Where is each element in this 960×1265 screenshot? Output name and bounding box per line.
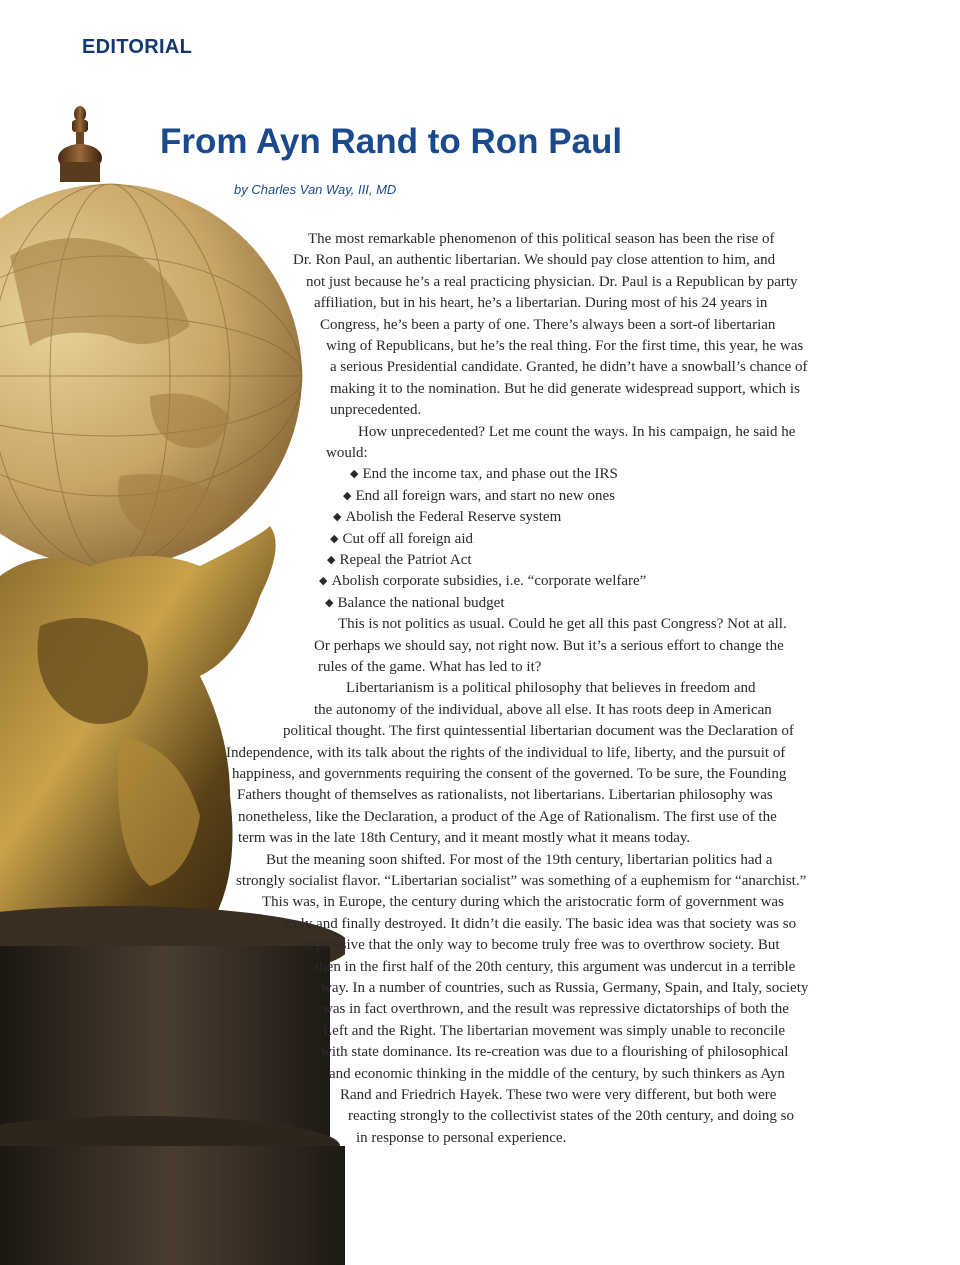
list-item-text: End all foreign wars, and start no new ones	[355, 487, 615, 504]
body-line: would:	[326, 445, 368, 461]
list-item-text: Cut off all foreign aid	[342, 530, 473, 547]
list-item-text: Abolish corporate subsidies, i.e. “corporate welfare”	[331, 573, 647, 590]
diamond-bullet-icon: ◆	[350, 468, 359, 481]
body-line: Independence, with its talk about the rights of the individual to life, liberty, and the pursuit of	[226, 744, 786, 761]
body-line: truly and finally destroyed. It didn’t die easily. The basic idea was that society was so	[284, 915, 797, 932]
body-line: Dr. Ron Paul, an authentic libertarian. We should pay close attention to him, and	[293, 252, 776, 269]
list-item-text: Repeal the Patriot Act	[339, 552, 472, 568]
body-line: This is not politics as usual. Could he get all this past Congress? Not at all.	[338, 616, 787, 633]
list-item	[350, 464, 618, 486]
diamond-bullet-icon: ◆	[330, 532, 339, 545]
list-item	[325, 593, 505, 615]
diamond-bullet-icon: ◆	[343, 489, 352, 502]
body-line: term was in the late 18th Century, and it meant mostly what it means today.	[238, 830, 691, 847]
body-line: Libertarianism is a political philosophy that believes in freedom and	[346, 680, 756, 697]
body-line: and economic thinking in the middle of the century, by such thinkers as Ayn	[329, 1065, 785, 1082]
list-item	[333, 507, 561, 529]
body-line: Rand and Friedrich Hayek. These two were very different, but both were	[340, 1087, 777, 1103]
body-line: repressive that the only way to become truly free was to overthrow society. But	[304, 937, 780, 954]
body-line: unprecedented.	[330, 402, 422, 419]
section-label: EDITORIAL	[82, 36, 193, 58]
list-item-text: Abolish the Federal Reserve system	[345, 509, 562, 526]
list-item	[330, 529, 473, 551]
body-line: way. In a number of countries, such as Russia, Germany, Spain, and Italy, society	[321, 980, 809, 996]
body-line: in response to personal experience.	[356, 1129, 567, 1146]
body-line: Congress, he’s been a party of one. There’s always been a sort-of libertarian	[320, 316, 776, 333]
body-line: not just because he’s a real practicing physician. Dr. Paul is a Republican by party	[306, 273, 798, 290]
list-item-text: Balance the national budget	[337, 594, 505, 611]
article-title: From Ayn Rand to Ron Paul	[160, 122, 623, 161]
body-line: strongly socialist flavor. “Libertarian socialist” was something of a euphemism for “anarchist.”	[236, 873, 807, 889]
list-item-text: End the income tax, and phase out the IRS	[362, 466, 618, 483]
list-item	[319, 571, 646, 593]
body-line: rules of the game. What has led to it?	[318, 659, 542, 675]
list-item	[343, 486, 615, 508]
body-line: wing of Republicans, but he’s the real thing. For the first time, this year, he was	[326, 338, 804, 354]
diamond-bullet-icon: ◆	[327, 554, 336, 566]
body-line: affiliation, but in his heart, he’s a libertarian. During most of his 24 years in	[314, 295, 768, 312]
body-line: reacting strongly to the collectivist states of the 20th century, and doing so	[348, 1108, 795, 1125]
body-line: then in the first half of the 20th century, this argument was undercut in a terrible	[315, 958, 796, 975]
list-item	[327, 550, 472, 572]
article-byline: by Charles Van Way, III, MD	[234, 182, 397, 197]
body-line: political thought. The first quintessential libertarian document was the Declaration of	[283, 723, 794, 740]
body-line: a serious Presidential candidate. Granted, he didn’t have a snowball’s chance of	[330, 359, 808, 376]
body-line: How unprecedented? Let me count the ways. In his campaign, he said he	[358, 423, 796, 440]
body-line: But the meaning soon shifted. For most of the 19th century, libertarian politics had a	[266, 851, 773, 868]
body-line: the autonomy of the individual, above all else. It has roots deep in American	[314, 701, 772, 718]
body-line: with state dominance. Its re-creation was due to a flourishing of philosophical	[321, 1044, 789, 1061]
diamond-bullet-icon: ◆	[333, 511, 342, 524]
body-line: Fathers thought of themselves as rationalists, not libertarians. Libertarian philosophy was	[237, 787, 773, 804]
body-line: The most remarkable phenomenon of this political season has been the rise of	[308, 231, 775, 247]
body-line: happiness, and governments requiring the consent of the governed. To be sure, the Founding	[232, 766, 787, 782]
diamond-bullet-icon: ◆	[319, 575, 328, 588]
body-line: Left and the Right. The libertarian movement was simply unable to reconcile	[323, 1022, 786, 1039]
body-line: This was, in Europe, the century during which the aristocratic form of government was	[262, 894, 784, 911]
body-line: nonetheless, like the Declaration, a product of the Age of Rationalism. The first use of the	[238, 808, 777, 825]
diamond-bullet-icon: ◆	[325, 596, 334, 609]
body-line: making it to the nomination. But he did generate widespread support, which is	[330, 380, 800, 397]
body-line: was in fact overthrown, and the result was repressive dictatorships of both the	[322, 1001, 789, 1018]
body-line: Or perhaps we should say, not right now. But it’s a serious effort to change the	[314, 637, 784, 654]
